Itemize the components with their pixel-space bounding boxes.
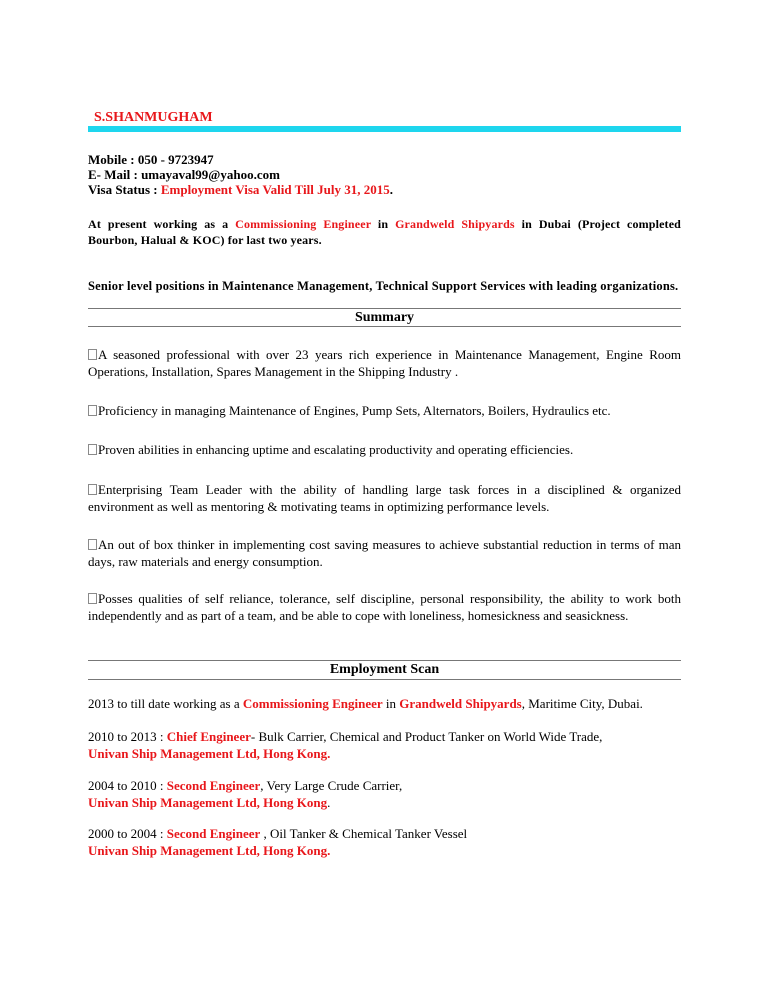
employment-entry-2010: 2010 to 2013 : Chief Engineer- Bulk Carrier, Chemical and Product Tanker on World Wide Trade, Univan Ship Management Ltd, Hong Kong. — [88, 729, 603, 761]
employment-entry-2004: 2004 to 2010 : Second Engineer, Very Large Crude Carrier, Univan Ship Management Ltd, Hong Kong. — [88, 778, 403, 810]
employment-entry-2013: 2013 to till date working as a Commissioning Engineer in Grandweld Shipyards, Maritime City, Dubai. — [88, 696, 643, 711]
header-divider — [88, 126, 681, 132]
present-position-paragraph: At present working as a Commissioning Engineer in Grandweld Shipyards in Dubai (Project completed Bourbon, Halual & KOC) for last two years. — [88, 217, 681, 247]
employment-entry-2000: 2000 to 2004 : Second Engineer , Oil Tanker & Chemical Tanker Vessel Univan Ship Management Ltd, Hong Kong. — [88, 826, 468, 858]
summary-item: Proven abilities in enhancing uptime and escalating productivity and operating efficiencies. — [88, 441, 681, 458]
bullet-box-icon — [88, 593, 97, 604]
present-company: Grandweld Shipyards — [395, 217, 515, 231]
summary-item: A seasoned professional with over 23 years rich experience in Maintenance Management, Engine Room Operations, Installation, Spares Management in the Shipping Industry . — [88, 347, 681, 379]
employment-rule-top — [88, 660, 681, 661]
bullet-box-icon — [88, 539, 97, 550]
entry-role: Chief Engineer — [166, 729, 251, 744]
visa-end: . — [389, 182, 393, 197]
entry-company: Grandweld Shipyards — [399, 696, 522, 711]
email-value: umayaval99@yahoo.com — [141, 167, 280, 182]
mobile-label: Mobile : — [88, 152, 138, 167]
entry-role: Second Engineer — [166, 826, 261, 841]
summary-rule-bottom — [88, 326, 681, 327]
email-label: E- Mail : — [88, 167, 142, 182]
entry-company: Univan Ship Management Ltd, Hong Kong — [88, 795, 328, 810]
bullet-box-icon — [88, 349, 97, 360]
bullet-box-icon — [88, 405, 97, 416]
candidate-name: S.SHANMUGHAM — [94, 110, 213, 125]
employment-title: Employment Scan — [329, 662, 440, 677]
summary-title: Summary — [354, 310, 415, 325]
entry-company: Univan Ship Management Ltd, Hong Kong — [88, 746, 328, 761]
mobile-value: 050 - 9723947 — [137, 152, 214, 167]
bullet-box-icon — [88, 484, 97, 495]
entry-role: Second Engineer — [166, 778, 261, 793]
mobile-line — [88, 152, 214, 167]
summary-item: Posses qualities of self reliance, tolerance, self discipline, personal responsibility, the ability to work both independently and as part of a team, and be able to cope with loneliness, homesickness and seasickness. — [88, 591, 681, 623]
bullet-box-icon — [88, 444, 97, 455]
summary-rule-top — [88, 308, 681, 309]
entry-company: Univan Ship Management Ltd, Hong Kong — [88, 843, 328, 858]
entry-role: Commissioning Engineer — [242, 696, 383, 711]
summary-item: Enterprising Team Leader with the ability of handling large task forces in a disciplined & organized environment as well as mentoring & motivating teams in optimizing performance levels. — [88, 482, 681, 514]
visa-value: Employment Visa Valid Till July 31, 2015 — [160, 182, 390, 197]
visa-line — [88, 182, 393, 197]
email-line — [88, 167, 280, 182]
summary-item: An out of box thinker in implementing cost saving measures to achieve substantial reduction in terms of man days, raw materials and energy consumption. — [88, 537, 681, 569]
senior-level-paragraph: Senior level positions in Maintenance Management, Technical Support Services with leading organizations. — [88, 279, 679, 293]
visa-label: Visa Status : — [88, 182, 161, 197]
present-role: Commissioning Engineer — [235, 217, 371, 231]
employment-rule-bottom — [88, 679, 681, 680]
summary-item: Proficiency in managing Maintenance of Engines, Pump Sets, Alternators, Boilers, Hydraulics etc. — [88, 402, 681, 419]
